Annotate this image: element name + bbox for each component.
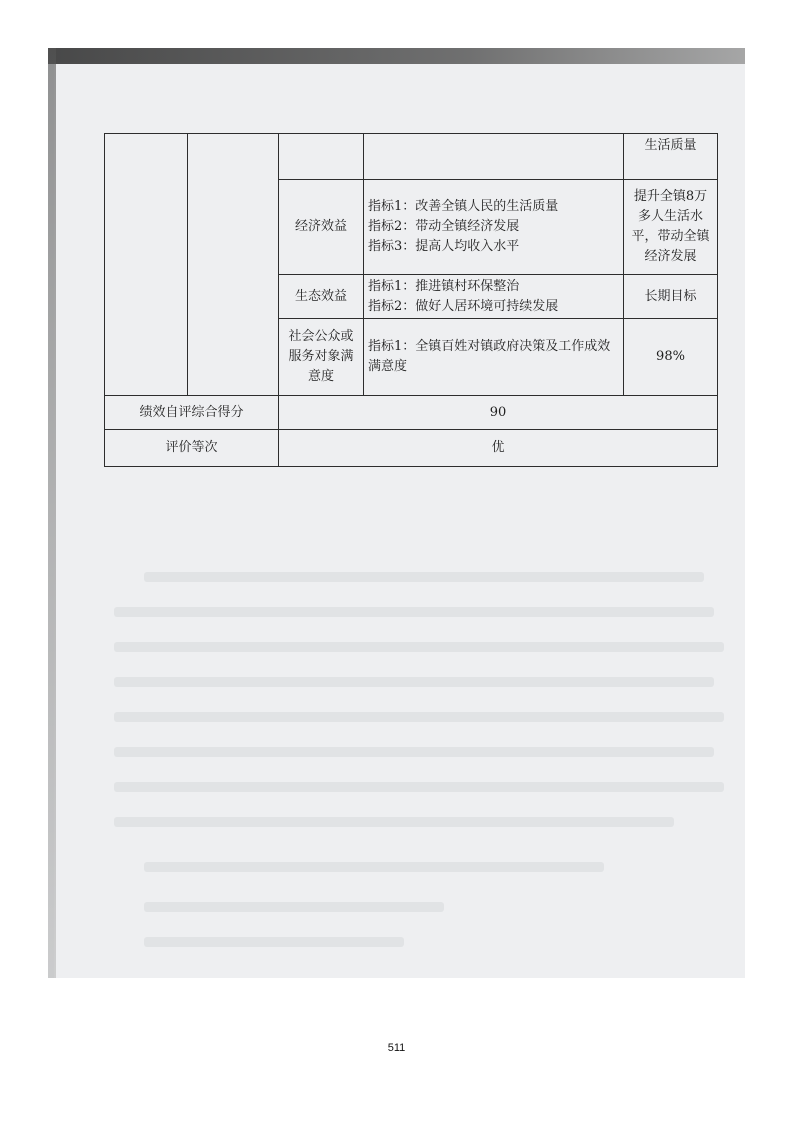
target-value: 长期目标 <box>644 288 697 304</box>
photo-edge-shadow <box>48 48 745 64</box>
table-cell-empty <box>364 134 624 180</box>
target-value: 平，带动全镇 <box>631 229 710 244</box>
bleed-through-text <box>114 712 724 722</box>
photo-edge-shadow <box>48 48 56 978</box>
bleed-through-text <box>114 817 674 827</box>
category-label: 意度 <box>307 369 334 384</box>
score-value: 90 <box>489 404 507 420</box>
category-cell <box>279 319 364 396</box>
indicator-text: 指标1：改善全镇人民的生活质量 <box>368 199 559 214</box>
grade-label-cell <box>105 430 279 467</box>
table-cell-empty <box>188 134 279 396</box>
target-value: 生活质量 <box>644 138 697 153</box>
target-value-cell <box>624 180 718 275</box>
indicator-text: 指标2：做好人居环境可持续发展 <box>368 298 559 314</box>
bleed-through-text <box>114 782 724 792</box>
indicator-cell <box>364 319 624 396</box>
score-value-cell <box>279 396 718 430</box>
bleed-through-text <box>114 747 714 757</box>
bleed-through-text <box>144 902 444 912</box>
indicator-cell <box>364 180 624 275</box>
indicator-text: 指标1：推进镇村环保整治 <box>368 278 520 294</box>
indicator-text: 指标3：提高人均收入水平 <box>368 239 520 254</box>
table-row <box>105 396 718 430</box>
category-label: 经济效益 <box>294 219 347 234</box>
bleed-through-text <box>114 607 714 617</box>
indicator-cell <box>364 275 624 319</box>
target-value: 多人生活水 <box>637 209 703 224</box>
indicator-text: 指标1：全镇百姓对镇政府决策及工作成效 <box>368 339 611 354</box>
target-value-cell <box>624 134 718 180</box>
table-row <box>105 134 718 180</box>
table-cell-empty <box>105 134 188 396</box>
indicator-text: 指标2：带动全镇经济发展 <box>368 219 520 234</box>
grade-label: 评价等次 <box>165 440 218 455</box>
target-value: 98% <box>656 349 685 364</box>
bleed-through-text <box>144 862 604 872</box>
bleed-through-text <box>144 572 704 582</box>
bleed-through-text <box>144 937 404 947</box>
bleed-through-text <box>114 677 714 687</box>
grade-value-cell <box>279 430 718 467</box>
target-value-cell <box>624 275 718 319</box>
grade-value: 优 <box>491 440 505 455</box>
table-cell-empty <box>279 134 364 180</box>
score-label-cell <box>105 396 279 430</box>
category-label: 社会公众或 <box>288 329 354 344</box>
category-cell <box>279 275 364 319</box>
bleed-through-text <box>114 642 724 652</box>
target-value-cell <box>624 319 718 396</box>
category-label: 服务对象满 <box>288 349 354 364</box>
performance-table <box>104 133 718 467</box>
indicator-text: 满意度 <box>368 359 408 374</box>
target-value: 经济发展 <box>644 249 697 264</box>
category-cell <box>279 180 364 275</box>
score-label: 绩效自评综合得分 <box>139 404 244 420</box>
table-row <box>105 430 718 467</box>
category-label: 生态效益 <box>294 288 347 304</box>
page-number: 511 <box>387 1042 406 1054</box>
target-value: 提升全镇8万 <box>633 189 708 204</box>
